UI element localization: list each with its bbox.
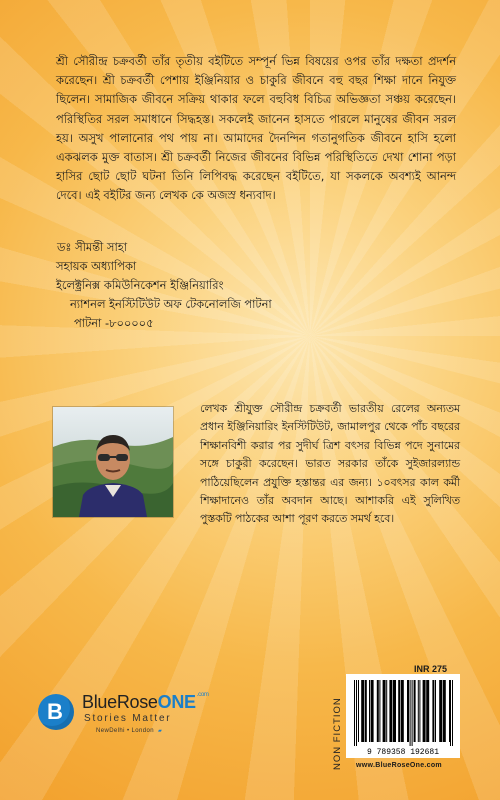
publisher-name: BlueRoseONE$^{.com}$ <box>82 692 209 712</box>
barcode-guard-bar <box>354 680 355 746</box>
reviewer-department: ইলেক্ট্রনিক্স কমিউনিকেশন ইঞ্জিনিয়ারিং <box>56 278 224 292</box>
barcode-bar <box>383 680 386 742</box>
reviewer-city: পাটনা -৮০০০০৫ <box>74 316 154 330</box>
author-bio: লেখক শ্রীযুক্ত সৌরীন্দ্র চক্রবর্তী ভারতীয় রেলের অন্যতম প্রধান ইঞ্জিনিয়ারিং ইনস্টিটিউট, জামালপুর থেকে পাঁচ বছরের শিক্ষানবিশী করার পর সুদীর্ঘ ত্রিশ বৎসর বিভিন্ন পদে সুনামের সঙ্গে চাকুরী করেছেন। ভারত সরকার তাঁকে সুইজারল্যান্ড পাঠিয়েছিলেন প্রযুক্তি হস্তান্তর এর জন্য। ১০বৎসর কাল কর্মী শিক্ষাদানেও তাঁর অবদান আছে। আশাকরি এই সুলিখিত পুস্তকটি পাঠকের আশা পূরণ করতে সমর্থ হবে। <box>200 402 460 526</box>
barcode-guard-bar <box>452 680 453 746</box>
reviewer-name: ডঃ সীমন্তী সাহা <box>57 240 128 254</box>
barcode-guard-bar <box>356 680 357 746</box>
barcode-bar <box>398 680 400 742</box>
publisher-website: www.BlueRoseOne.com <box>356 762 442 769</box>
bluerose-b-icon: B <box>38 694 74 730</box>
barcode-bar <box>407 680 409 742</box>
barcode-bar <box>414 680 416 742</box>
barcode-bar <box>365 680 367 742</box>
barcode-bar <box>379 680 380 742</box>
reviewer-institute: ন্যাশনল ইনস্টিটিউট অফ টেকনোলজি পাটনা <box>70 297 272 311</box>
barcode-bar <box>423 680 426 742</box>
barcode-bar <box>419 680 420 742</box>
barcode-bar <box>439 680 442 742</box>
barcode-bar <box>361 680 364 742</box>
isbn-number: 9 789358 192681 <box>366 748 440 757</box>
barcode-graphic <box>346 674 460 758</box>
barcode-bar <box>369 680 370 742</box>
publisher-cities: NewDelhi • London ▰ <box>96 728 163 734</box>
barcode-bar <box>435 680 436 742</box>
genre-label: NON FICTION <box>332 697 343 770</box>
barcode-bar <box>377 680 379 742</box>
publisher-logo <box>38 692 238 742</box>
author-photo <box>52 406 174 518</box>
barcode-bar <box>358 680 359 742</box>
barcode-bar <box>426 680 429 742</box>
reviewer-designation: সহায়ক অধ্যাপিকা <box>56 259 137 273</box>
barcode-guard-bar <box>412 680 413 746</box>
isbn-barcode <box>346 674 460 758</box>
barcode-bar <box>389 680 392 742</box>
barcode-bar <box>418 680 419 742</box>
publisher-tagline: Stories Matter <box>84 713 172 724</box>
barcode-bar <box>443 680 446 742</box>
barcode-bar <box>393 680 396 742</box>
flag-icon: ▰ <box>157 728 163 734</box>
barcode-bar <box>401 680 404 742</box>
barcode-bar <box>371 680 374 742</box>
barcode-guard-bar <box>410 680 411 746</box>
barcode-bar <box>386 680 387 742</box>
barcode-bar <box>449 680 451 742</box>
price-label: INR 275 <box>414 664 448 674</box>
book-blurb: শ্রী সৌরীন্দ্র চক্রবর্তী তাঁর তৃতীয় বইটিতে সম্পূর্ন ভিন্ন বিষয়ের ওপর তাঁর দক্ষতা প্রদর্শন করেছেন। শ্রী চক্রবর্তী পেশায় ইঞ্জিনিয়ার ও চাকুরি জীবনে বহু বছর শিক্ষা দানে নিযুক্ত ছিলেন। সামাজিক জীবনে সক্রিয় থাকার ফলে বহুবিধ বিচিত্র অভিজ্ঞতা সঞ্চয় করেছেন। পরিস্থিতির সরল সমাধানে সিদ্ধহস্ত। সকলেই জানেন হাসতে পারলে মানুষের জীবন সরল হয়। অসুখ পালানোর পথ পায় না। আমাদের দৈনন্দিন গতানুগতিক জীবনে হাসি হলো একঝলক মুক্ত বাতাস। শ্রী চক্রবর্তী নিজের জীবনের বিভিন্ন পরিস্থিতিতে দেখা শোনা পড়া হাসির ছোট ছোট ঘটনা তিনি লিপিবদ্ধ করেছেন বইটিতে, যা সকলকে অবশ্যই আনন্দ দেবে। এই বইটির জন্য লেখক কে অজস্র ধন্যবাদ। <box>56 54 456 203</box>
reviewer-signature <box>56 238 272 333</box>
barcode-bar <box>432 680 434 742</box>
